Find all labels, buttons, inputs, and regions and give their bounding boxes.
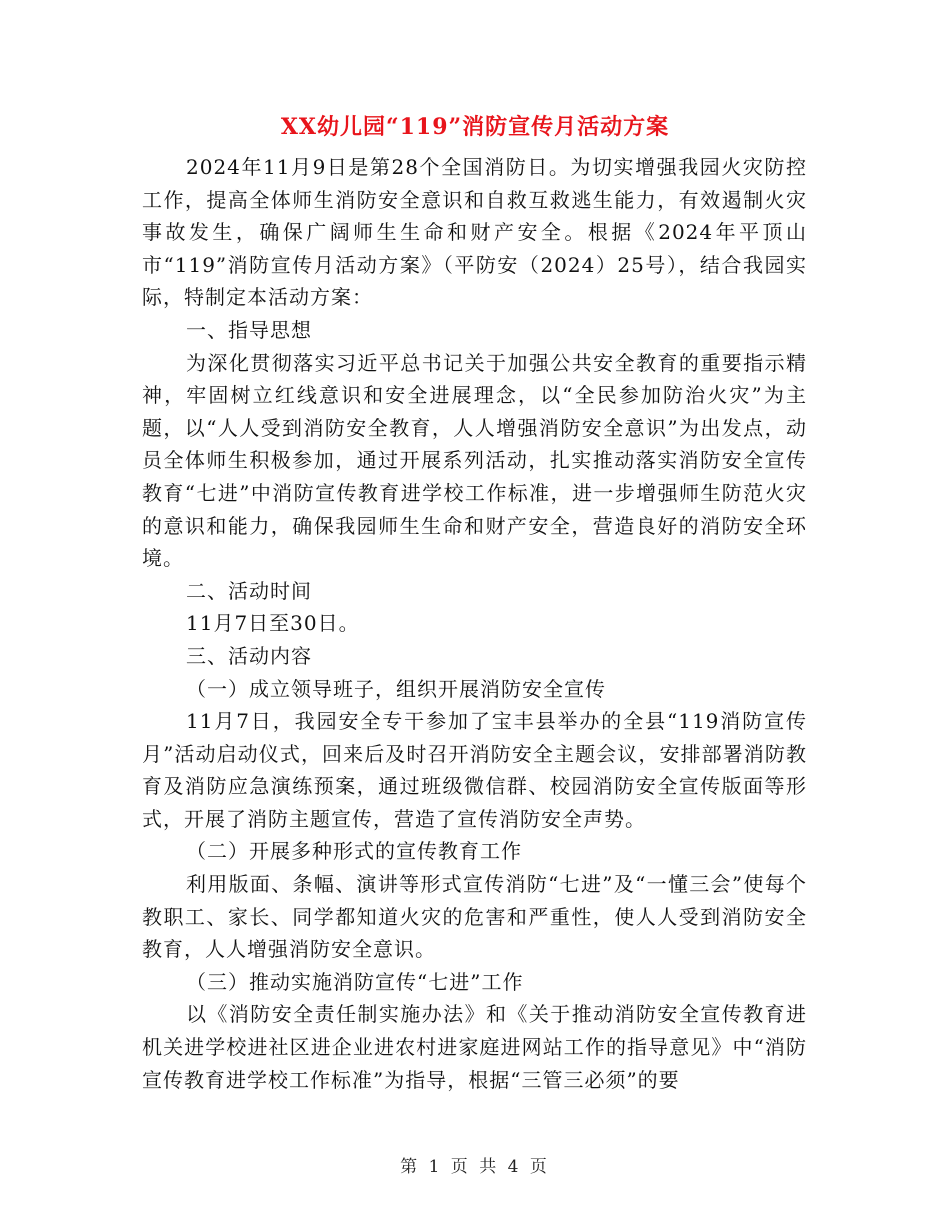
paragraph-intro: 2024年11月9日是第28个全国消防日。为切实增强我园火灾防控工作，提高全体师生消防安全意识和自救互救逃生能力，有效遏制火灾事故发生，确保广阔师生生命和财产安全。根据《2024年平顶山市“119”消防宣传月活动方案》（平防安（2024）25号），结合我园实际，特制定本活动方案： bbox=[142, 155, 807, 310]
section-heading-guiding-thought: 一、指导思想 bbox=[186, 317, 312, 342]
paragraph-activity-time: 11月7日至30日。 bbox=[186, 611, 360, 636]
document-title: XX幼儿园“119”消防宣传月活动方案 bbox=[280, 114, 670, 140]
paragraph-seven-entries: 以《消防安全责任制实施办法》和《关于推动消防安全宣传教育进机关进学校进社区进企业进农村进家庭进网站工作的指导意见》中“消防宣传教育进学校工作标准”为指导，根据“三管三必须”的要 bbox=[142, 1002, 807, 1092]
paragraph-education: 利用版面、条幅、演讲等形式宣传消防“七进”及“一懂三会”使每个教职工、家长、同学都知道火灾的危害和严重性，使人人受到消防安全教育，人人增强消防安全意识。 bbox=[142, 872, 807, 962]
subheading-leadership: （一）成立领导班子，组织开展消防安全宣传 bbox=[186, 676, 606, 701]
paragraph-leadership: 11月7日，我园安全专干参加了宝丰县举办的全县“119消防宣传月”活动启动仪式，回来后及时召开消防安全主题会议，安排部署消防教育及消防应急演练预案，通过班级微信群、校园消防安全宣传版面等形式，开展了消防主题宣传，营造了宣传消防安全声势。 bbox=[142, 709, 807, 831]
subheading-seven-entries: （三）推动实施消防宣传“七进”工作 bbox=[186, 969, 524, 994]
page-number-footer: 第 1 页 共 4 页 bbox=[400, 1157, 550, 1177]
section-heading-activity-content: 三、活动内容 bbox=[186, 643, 312, 668]
paragraph-guiding-thought: 为深化贯彻落实习近平总书记关于加强公共安全教育的重要指示精神，牢固树立红线意识和安全进展理念，以“全民参加防治火灾”为主题，以“人人受到消防安全教育，人人增强消防安全意识”为出发点，动员全体师生积极参加，通过开展系列活动，扎实推动落实消防安全宣传教育“七进”中消防宣传教育进学校工作标准，进一步增强师生防范火灾的意识和能力，确保我园师生生命和财产安全，营造良好的消防安全环境。 bbox=[142, 350, 807, 571]
subheading-education: （二）开展多种形式的宣传教育工作 bbox=[186, 839, 522, 864]
document-body bbox=[142, 151, 807, 1096]
section-heading-activity-time: 二、活动时间 bbox=[186, 578, 312, 603]
